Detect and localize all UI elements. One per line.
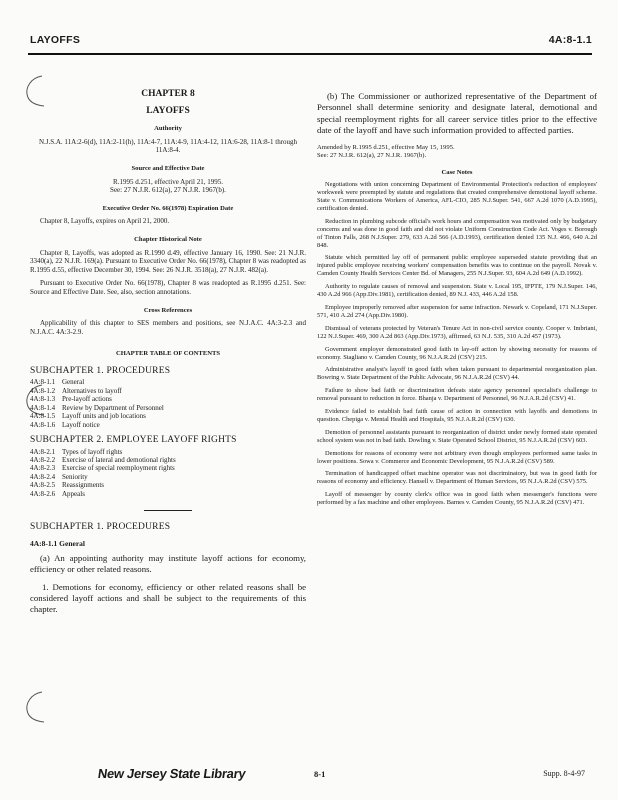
- toc-section-number: 4A:8-2.5: [30, 481, 56, 490]
- toc-subchapter-1-list: [30, 378, 306, 428]
- toc-section-number: 4A:8-1.2: [30, 386, 56, 395]
- toc-section-number: 4A:8-1.6: [30, 420, 56, 429]
- toc-row[interactable]: [30, 387, 306, 395]
- punch-hole-mark-bottom: [24, 690, 46, 724]
- case-note: Demotions for reasons of economy were not arbitrary even though employees performed same tasks in lower positions. Sowa v. Commerce and Economic Development, 95 N.J.A.R.2d (CSV) 589.: [317, 449, 597, 465]
- case-note: Demotion of personnel assistants pursuant to reorganization of district under newly formed state operated school system was not in bad faith. Dowling v. State Operated School District, 95 N.J.A.R.2d (CSV) 603.: [317, 428, 597, 444]
- case-note: Authority to regulate causes of removal and suspension. State v. Local 195, IFPTE, 179 N.J.Super. 146, 430 A.2d 966 (App.Div.1981), certification denied, 89 N.J. 433, 446 A.2d 158.: [317, 283, 597, 299]
- cross-references-heading: Cross References: [143, 306, 193, 314]
- header-chapter-name: LAYOFFS: [30, 34, 81, 46]
- toc-row[interactable]: [30, 448, 306, 456]
- toc-subchapter-2-list: [30, 448, 306, 498]
- case-note: Negotiations with union concerning Department of Environmental Protection's reduction of employees' workweek were preempted by statute and regulations that created comprehensive demotional layoff scheme. State v. Communications Workers of America, AFL-CIO, 285 N.J.Super. 541, 667 A.2d 1070 (A.D.1995), certification denied.: [317, 181, 597, 212]
- cross-references-text: Applicability of this chapter to SES members and positions, see N.J.A.C. 4A:3-2.3 and N.J.A.C. 4A:3-2.9.: [30, 319, 306, 336]
- subchapter-1-heading: SUBCHAPTER 1. PROCEDURES: [30, 521, 171, 532]
- toc-section-title: Appeals: [62, 489, 85, 498]
- toc-section-title: Types of layoff rights: [62, 447, 123, 456]
- executive-order-text: Chapter 8, Layoffs, expires on April 21, 2000.: [40, 217, 170, 226]
- authority-text: N.J.S.A. 11A:2-6(d), 11A:2-11(h), 11A:4-7, 11A:4-9, 11A:4-12, 11A:6-28, 11A:8-1 through 11A:8-4.: [38, 137, 298, 155]
- section-4a-8-1-1-item-1: 1. Demotions for economy, efficiency or other related reasons shall be considered layoff actions and shall be subject to the requirements of this chapter.: [30, 581, 306, 615]
- case-note: Failure to show bad faith or discrimination defeats state agency personnel specialist's challenge to removal pursuant to reduction in force. Bhanja v. Department of Personnel, 96 N.J.A.R.2d (CSV) 41.: [317, 387, 597, 403]
- library-stamp: New Jersey State Library: [96, 766, 247, 781]
- case-notes-heading: Case Notes: [441, 168, 473, 176]
- toc-subchapter-1-title: SUBCHAPTER 1. PROCEDURES: [30, 365, 171, 376]
- toc-row[interactable]: [30, 421, 306, 429]
- source-line-2: See: 27 N.J.R. 612(a), 27 N.J.R. 1967(b).: [110, 186, 226, 195]
- chapter-number: CHAPTER 8: [141, 89, 195, 99]
- toc-row[interactable]: [30, 412, 306, 420]
- case-note: Government employer demonstrated good faith in lay-off action by showing necessity for reasons of economy. Stagliano v. Camden County, 96 N.J.A.R.2d (CSV) 215.: [317, 345, 597, 361]
- right-column: [317, 80, 597, 512]
- toc-section-title: Layoff notice: [62, 420, 100, 429]
- toc-section-title: Pre-layoff actions: [62, 395, 112, 404]
- toc-section-title: Alternatives to layoff: [62, 386, 122, 395]
- toc-section-number: 4A:8-1.3: [30, 395, 56, 404]
- case-note: Evidence failed to establish bad faith cause of action in connection with layoffs and demotions in question. Chepiga v. Mental Health and Hospitals, 95 N.J.A.R.2d (CSV) 630.: [317, 408, 597, 423]
- toc-section-title: General: [62, 378, 85, 387]
- amendment-note: [317, 144, 597, 160]
- running-header: [30, 34, 592, 46]
- page-footer: [50, 766, 595, 786]
- case-note: Layoff of messenger by county clerk's office was in good faith when messenger's functions were performed by a fax machine and other employees. Barnes v. Camden County, 95 N.J.A.R.2d (CSV) 471.: [317, 491, 597, 507]
- toc-subchapter-2-title: SUBCHAPTER 2. EMPLOYEE LAYOFF RIGHTS: [30, 434, 237, 445]
- executive-order-heading: Executive Order No. 66(1978) Expiration Date: [102, 204, 234, 212]
- case-note: Termination of handicapped offset machine operator was not discriminatory, but was in good faith for reasons of economy and efficiency. Hansell v. Department of Human Services, 95 N.J.A.R.2d (CSV) 575.: [317, 470, 597, 486]
- historical-note-para-1: Chapter 8, Layoffs, was adopted as R.1990 d.49, effective January 16, 1990. See: 21 N.J.R. 3340(a), 22 N.J.R. 169(a). Pursuant to Executive Order No. 66(1978), Chapter 8 was readopted as R.1995 d.55, effective December 30, 1994. See: 26 N.J.R. 3518(a), 27 N.J.R. 482(a).: [30, 248, 306, 274]
- toc-section-title: Review by Department of Personnel: [62, 403, 164, 412]
- source-line-1: R.1995 d.251, effective April 21, 1995.: [113, 177, 223, 186]
- toc-section-title: Exercise of lateral and demotional rights: [62, 455, 176, 464]
- case-note: Statute which permitted lay off of permanent public employee superseded statute providing that an injured public employee receiving workers' compensation benefits was to continue on the payroll. Novak v. Camden County Health Services Center Bd. of Managers, 255 N.J.Super. 93, 604 A.2d 649 (A.D.1992).: [317, 254, 597, 278]
- case-notes-list: [317, 181, 597, 507]
- toc-row[interactable]: [30, 395, 306, 403]
- left-column: [30, 80, 306, 622]
- case-note: Employee improperly removed after suspension for same infraction. Newark v. Copeland, 171 N.J.Super. 571, 410 A.2d 274 (App.Div.1980).: [317, 303, 597, 319]
- section-4a-8-1-1-para-a: (a) An appointing authority may institute layoff actions for economy, efficiency or other related reasons.: [30, 553, 306, 575]
- toc-section-title: Layoff units and job locations: [62, 412, 146, 421]
- toc-section-number: 4A:8-1.4: [30, 403, 56, 412]
- toc-section-title: Reassignments: [62, 481, 104, 490]
- toc-row[interactable]: [30, 473, 306, 481]
- toc-row[interactable]: [30, 404, 306, 412]
- section-divider: [144, 510, 192, 511]
- amendment-line-1: Amended by R.1995 d.251, effective May 15, 1995.: [317, 144, 455, 152]
- toc-section-number: 4A:8-2.1: [30, 447, 56, 456]
- page-number: 8-1: [314, 769, 326, 779]
- toc-section-number: 4A:8-1.5: [30, 412, 56, 421]
- supplement-date: Supp. 8-4-97: [543, 769, 585, 778]
- toc-section-number: 4A:8-1.1: [30, 378, 56, 387]
- toc-section-title: Seniority: [62, 472, 88, 481]
- toc-title: CHAPTER TABLE OF CONTENTS: [115, 350, 221, 358]
- historical-note-heading: Chapter Historical Note: [134, 235, 202, 243]
- case-note: Administrative analyst's layoff in good faith when taken pursuant to departmental reorganization plan. Bowring v. State Department of the Public Advocate, 96 N.J.A.R.2d (CSV) 44.: [317, 366, 597, 382]
- toc-row[interactable]: [30, 490, 306, 498]
- section-4a-8-1-1-para-b: (b) The Commissioner or authorized representative of the Department of Personnel shall determine seniority and designate lateral, demotional and special reemployment rights for all career service titles prior to the effective date of the layoff and have such information provided to affected parties.: [317, 91, 597, 135]
- source-heading: Source and Effective Date: [131, 164, 205, 172]
- historical-note-para-2: Pursuant to Executive Order No. 66(1978), Chapter 8 was readopted as R.1995 d.251. See: Source and Effective Date. See, also, section annotations.: [30, 279, 306, 296]
- case-note: Reduction in plumbing subcode official's work hours and compensation was motivated only by budgetary concerns and was done in good faith and did not violate Uniform Construction Code Act. Voges v. Borough of Tinton Falls, 268 N.J.Super. 279, 633 A.2d 566 (A.D.1993), certification denied 135 N.J. 466, 640 A.2d 848.: [317, 217, 597, 249]
- section-4a-8-1-1-heading: 4A:8-1.1 General: [30, 538, 85, 548]
- header-rule: [28, 53, 592, 55]
- toc-row[interactable]: [30, 481, 306, 489]
- toc-row[interactable]: [30, 464, 306, 472]
- case-note: Dismissal of veterans protected by Veteran's Tenure Act in non-civil service county. Cooper v. Imbriani, 122 N.J.Super. 469, 300 A.2d 863 (App.Div.1973), affirmed, 63 N.J. 535, 310 A.2d 457 (1973).: [317, 324, 597, 340]
- toc-section-number: 4A:8-2.4: [30, 472, 56, 481]
- toc-section-number: 4A:8-2.2: [30, 455, 56, 464]
- authority-heading: Authority: [154, 125, 182, 133]
- toc-section-number: 4A:8-2.3: [30, 464, 56, 473]
- toc-row[interactable]: [30, 456, 306, 464]
- toc-section-title: Exercise of special reemployment rights: [62, 464, 175, 473]
- header-section-number: 4A:8-1.1: [548, 34, 592, 46]
- amendment-line-2: See: 27 N.J.R. 612(a), 27 N.J.R. 1967(b).: [317, 152, 427, 160]
- chapter-title: LAYOFFS: [146, 105, 190, 116]
- toc-row[interactable]: [30, 378, 306, 386]
- toc-section-number: 4A:8-2.6: [30, 489, 56, 498]
